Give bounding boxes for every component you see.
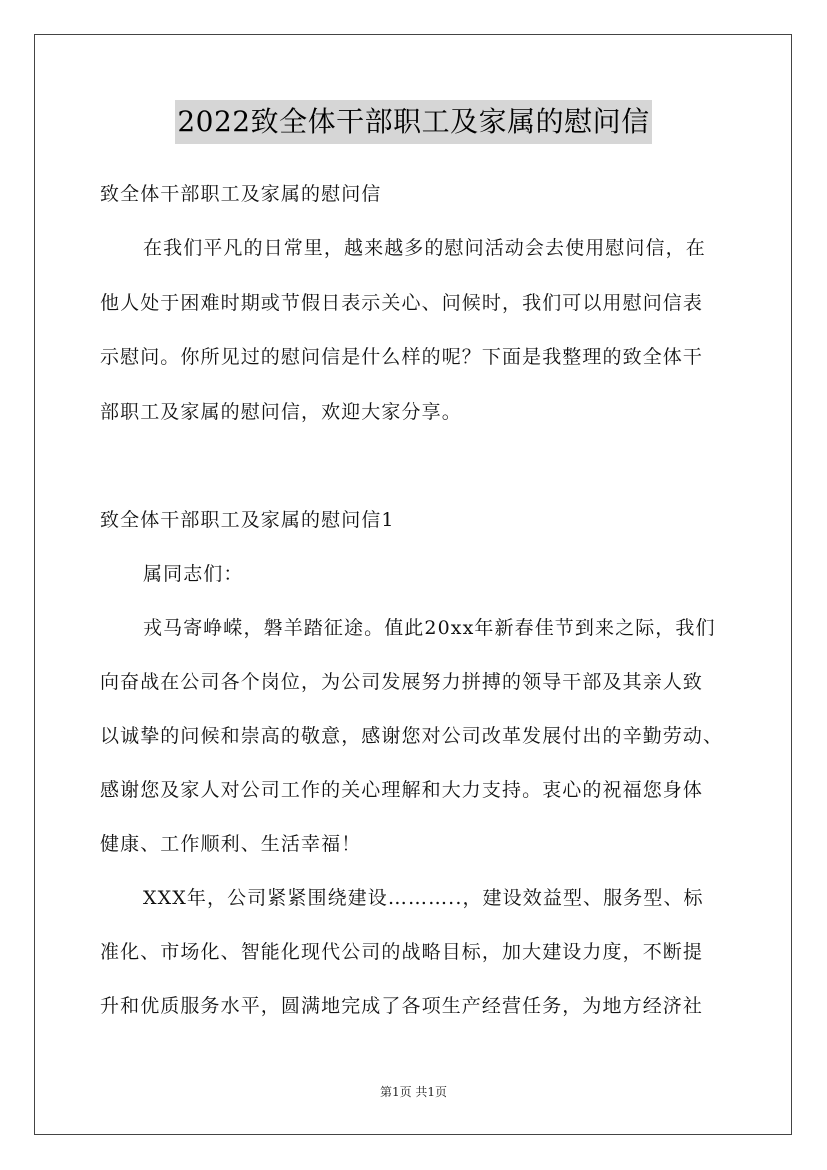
subtitle: 致全体干部职工及家属的慰问信 xyxy=(100,183,382,205)
paragraph-line: 准化、市场化、智能化现代公司的战略目标，加大建设力度，不断提 xyxy=(100,941,704,963)
intro-line: 在我们平凡的日常里，越来越多的慰问活动会去使用慰问信，在 xyxy=(143,237,706,259)
title-container xyxy=(0,100,827,144)
paragraph-line: 升和优质服务水平，圆满地完成了各项生产经营任务，为地方经济社 xyxy=(100,995,704,1017)
intro-line: 示慰问。你所见过的慰问信是什么样的呢？下面是我整理的致全体干 xyxy=(100,346,704,368)
salutation: 属同志们： xyxy=(143,563,244,585)
paragraph-line: XXX年，公司紧紧围绕建设………..，建设效益型、服务型、标 xyxy=(143,887,704,909)
paragraph-line: 感谢您及家人对公司工作的关心理解和大力支持。衷心的祝福您身体 xyxy=(100,779,704,801)
paragraph-line: 戎马寄峥嵘，磐羊踏征途。值此20xx年新春佳节到来之际，我们 xyxy=(143,617,716,639)
section-heading: 致全体干部职工及家属的慰问信1 xyxy=(100,509,395,531)
paragraph-line: 健康、工作顺利、生活幸福！ xyxy=(100,833,362,855)
intro-line: 他人处于困难时期或节假日表示关心、问候时，我们可以用慰问信表 xyxy=(100,292,704,314)
paragraph-line: 向奋战在公司各个岗位，为公司发展努力拼搏的领导干部及其亲人致 xyxy=(100,671,704,693)
page-number: 第1页 共1页 xyxy=(379,1085,448,1099)
paragraph-line: 以诚挚的问候和崇高的敬意，感谢您对公司改革发展付出的辛勤劳动、 xyxy=(100,725,724,747)
intro-line: 部职工及家属的慰问信，欢迎大家分享。 xyxy=(100,401,462,423)
document-title: 2022致全体干部职工及家属的慰问信 xyxy=(175,100,651,144)
